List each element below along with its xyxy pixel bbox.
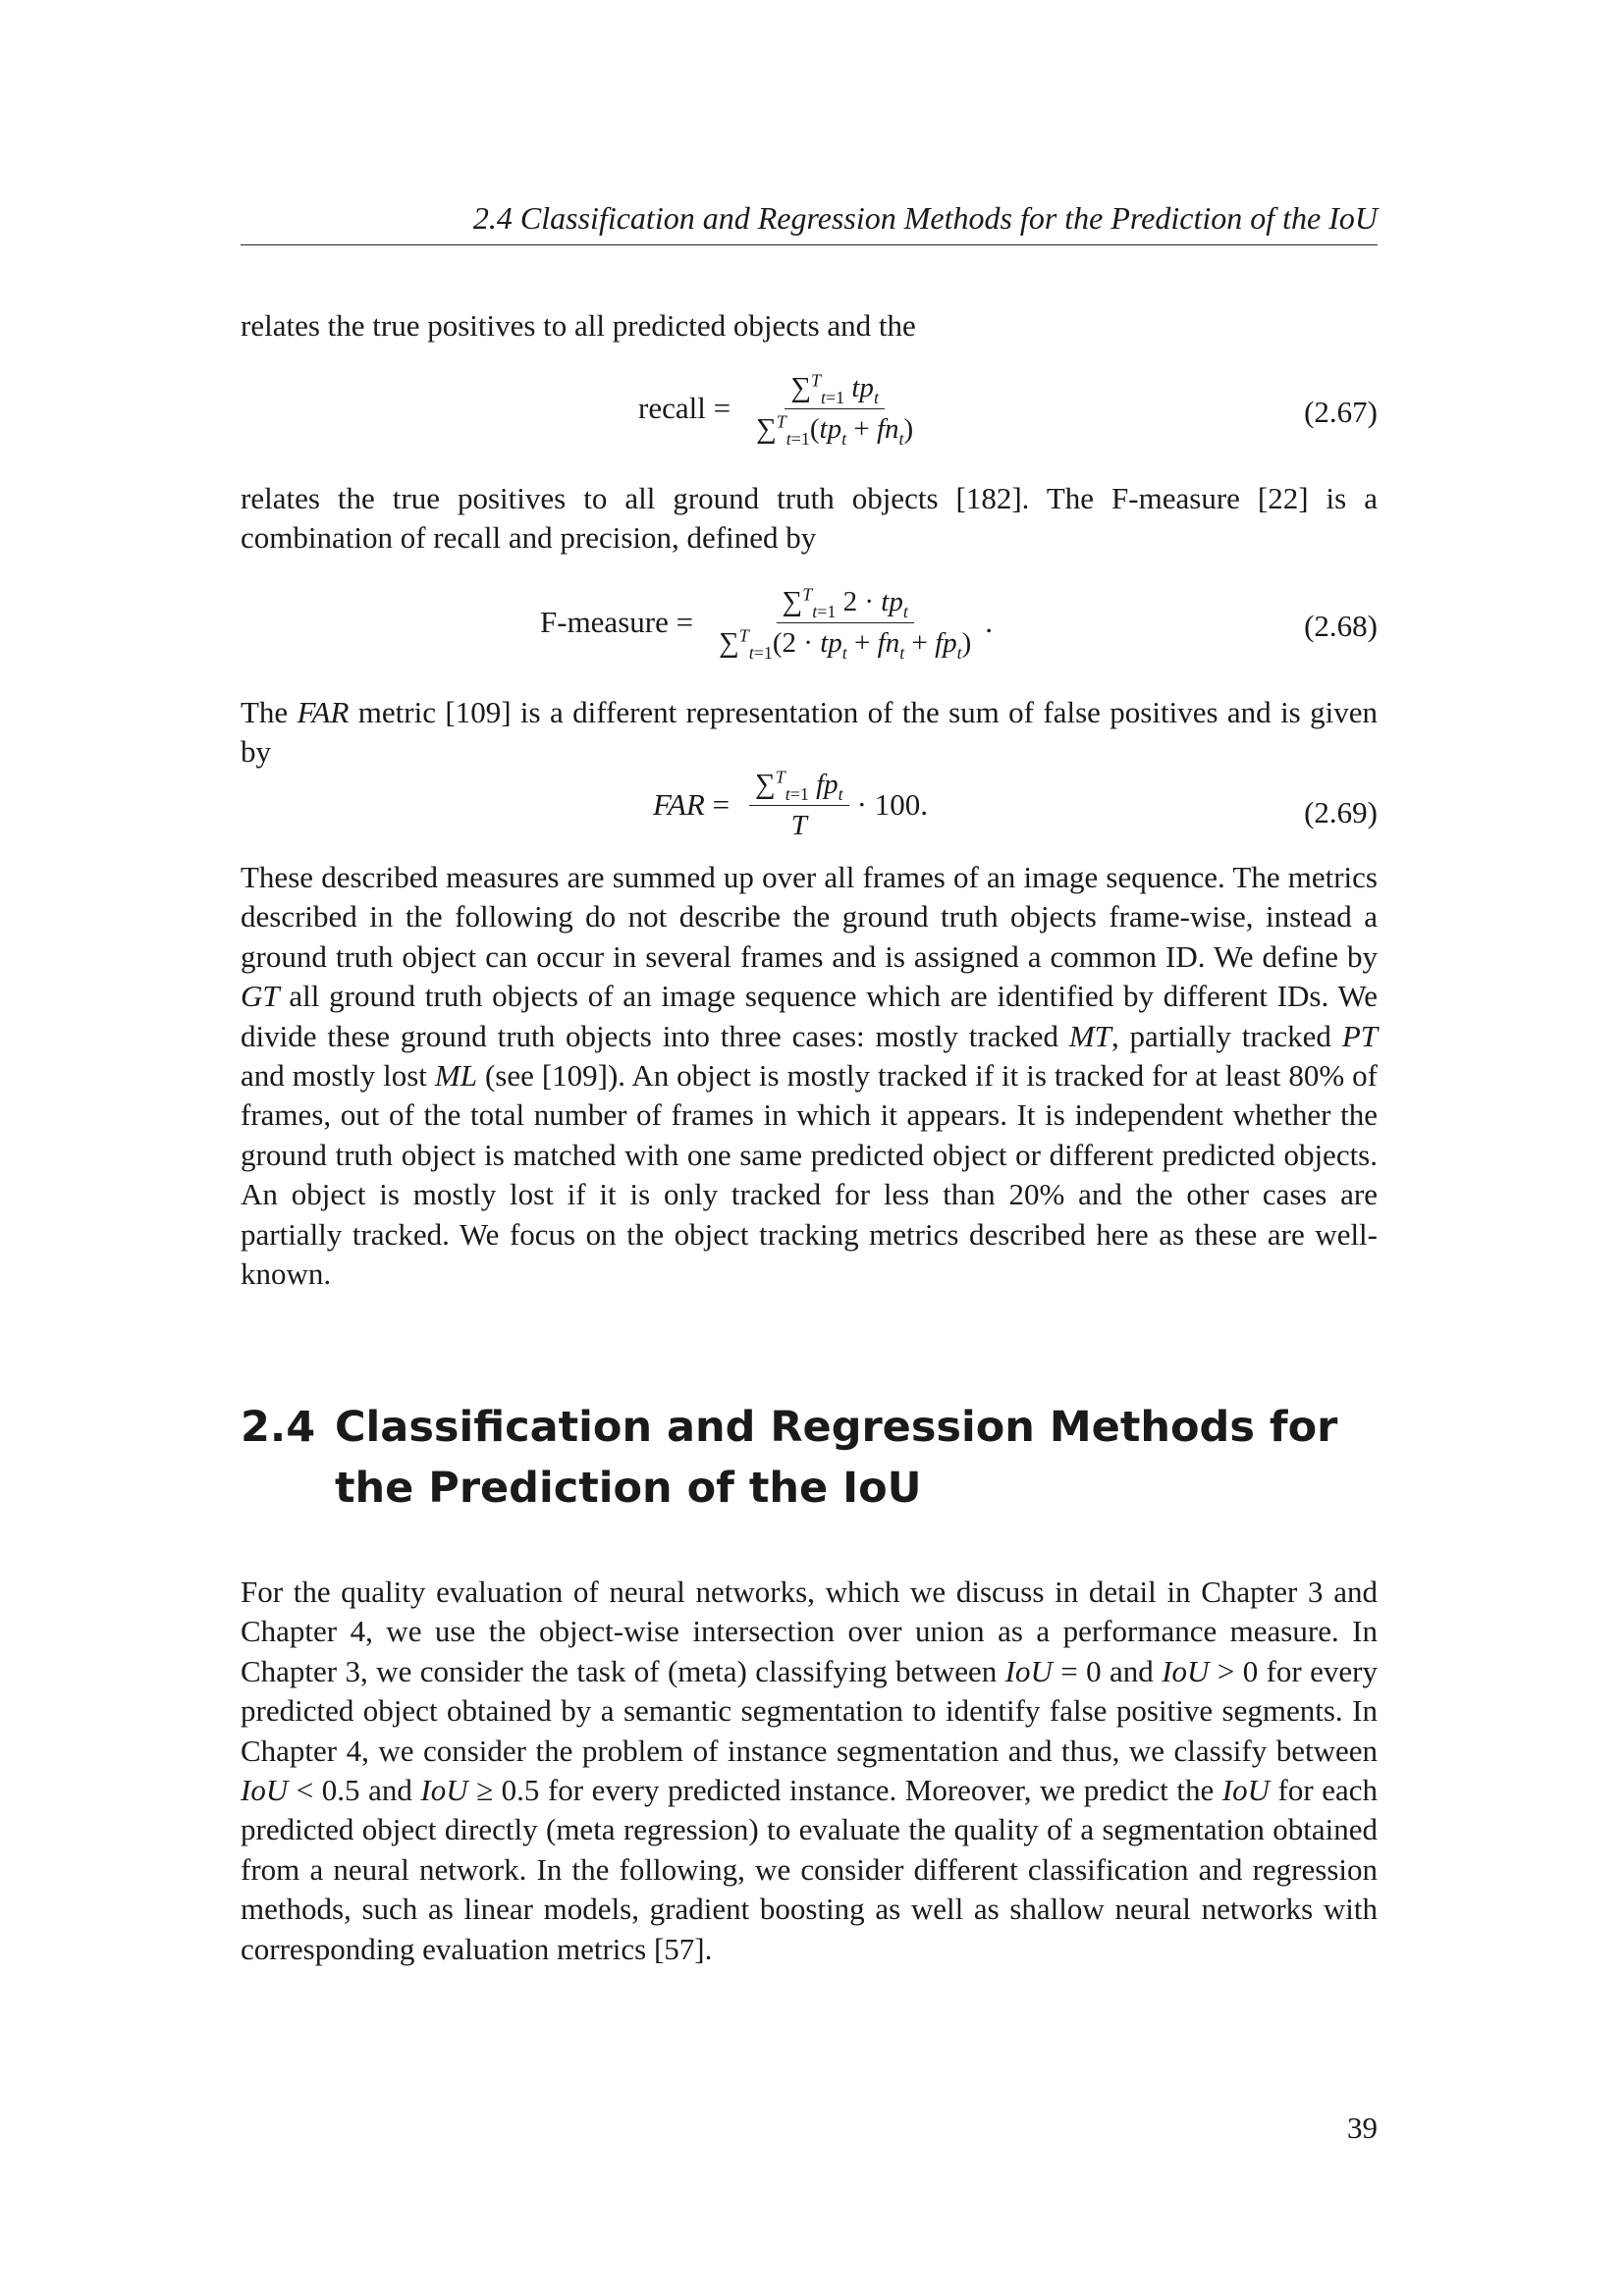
equation-recall	[241, 371, 1378, 459]
equation-far	[241, 768, 1378, 856]
fmeasure-period: .	[985, 605, 994, 639]
far-numerator: ∑$^T_{t=1}$ $fp_t$	[749, 768, 849, 806]
paragraph-recall: relates the true positives to all ground truth objects [182]. The F-measure [22] is a combination of recall and precision, defined by	[241, 481, 1378, 556]
fmeasure-numerator: ∑$^T_{t=1}$ $2 \cdot tp_t$	[777, 585, 914, 623]
section-number: 2.4	[241, 1403, 316, 1452]
far-fraction	[749, 768, 849, 842]
fmeasure-fraction	[713, 584, 977, 663]
paragraph-tracking-metrics: These described measures are summed up over all frames of an image sequence. The metrics described in the following do not describe the ground truth objects frame-wise, instead a ground truth object can occur in several frames and is assigned a common ID. We define by GT all ground truth objects of an image sequence which are identified by different IDs. We divide these ground truth objects into three cases: mostly tracked MT, partially tracked PT and mostly lost ML (see [109]). An object is mostly tracked if it is tracked for at least 80% of frames, out of the total number of frames in which it appears. It is independent whether the ground truth object is matched with one same predicted object or different predicted objects. An object is mostly lost if it is only tracked for less than 20% and the other cases are partially tracked. We focus on the object tracking metrics described here as these are well-known.	[241, 860, 1378, 1292]
equation-number-269: (2.69)	[1304, 795, 1378, 829]
fmeasure-denominator: $\sum^T_{t=1}(2 \cdot tp_t + fn_t + fp_t)$	[719, 625, 972, 663]
far-times-100: · 100	[856, 787, 921, 822]
equation-fmeasure	[241, 585, 1378, 673]
far-period: .	[920, 787, 928, 822]
recall-fraction	[750, 370, 919, 449]
recall-lhs: recall =	[638, 391, 731, 425]
section-title-text: Classification and Regression Methods for the Prediction of the IoU	[335, 1403, 1338, 1513]
running-head: 2.4 Classification and Regression Methods for the Prediction of the IoU	[472, 200, 1378, 236]
far-lhs: FAR =	[653, 787, 731, 822]
paragraph-far: The FAR metric [109] is a different representation of the sum of false positives and is given by	[241, 695, 1379, 770]
far-denominator: T	[790, 810, 807, 841]
recall-numerator: ∑$^T_{t=1}$ $tp_t$	[785, 371, 885, 409]
equation-number-268: (2.68)	[1304, 609, 1378, 643]
page-number: 39	[1347, 2110, 1378, 2145]
paragraph-iou-methods: For the quality evaluation of neural networks, which we discuss in detail in Chapter 3 and Chapter 4, we use the object-wise intersection over union as a performance measure. In Chapter 3, we consider the task of (meta) classifying between IoU = 0 and IoU > 0 for every predicted object obtained by a semantic segmentation to identify false positive segments. In Chapter 4, we consider the problem of instance segmentation and thus, we classify between IoU < 0.5 and IoU ≥ 0.5 for every predicted instance. Moreover, we predict the IoU for each predicted object directly (meta regression) to evaluate the quality of a segmentation obtained from a neural network. In the following, we consider different classification and regression methods, such as linear models, gradient boosting as well as shallow neural networks with corresponding evaluation metrics [57].	[241, 1575, 1378, 1966]
section-heading	[241, 1397, 1378, 1519]
header-rule	[241, 244, 1378, 245]
equation-number-267: (2.67)	[1304, 395, 1378, 429]
fmeasure-lhs: F-measure =	[540, 605, 694, 639]
recall-denominator: $\sum^T_{t=1}(tp_t + fn_t)$	[756, 411, 914, 449]
paragraph-precision-tail: relates the true positives to all predicted objects and the	[241, 308, 916, 343]
